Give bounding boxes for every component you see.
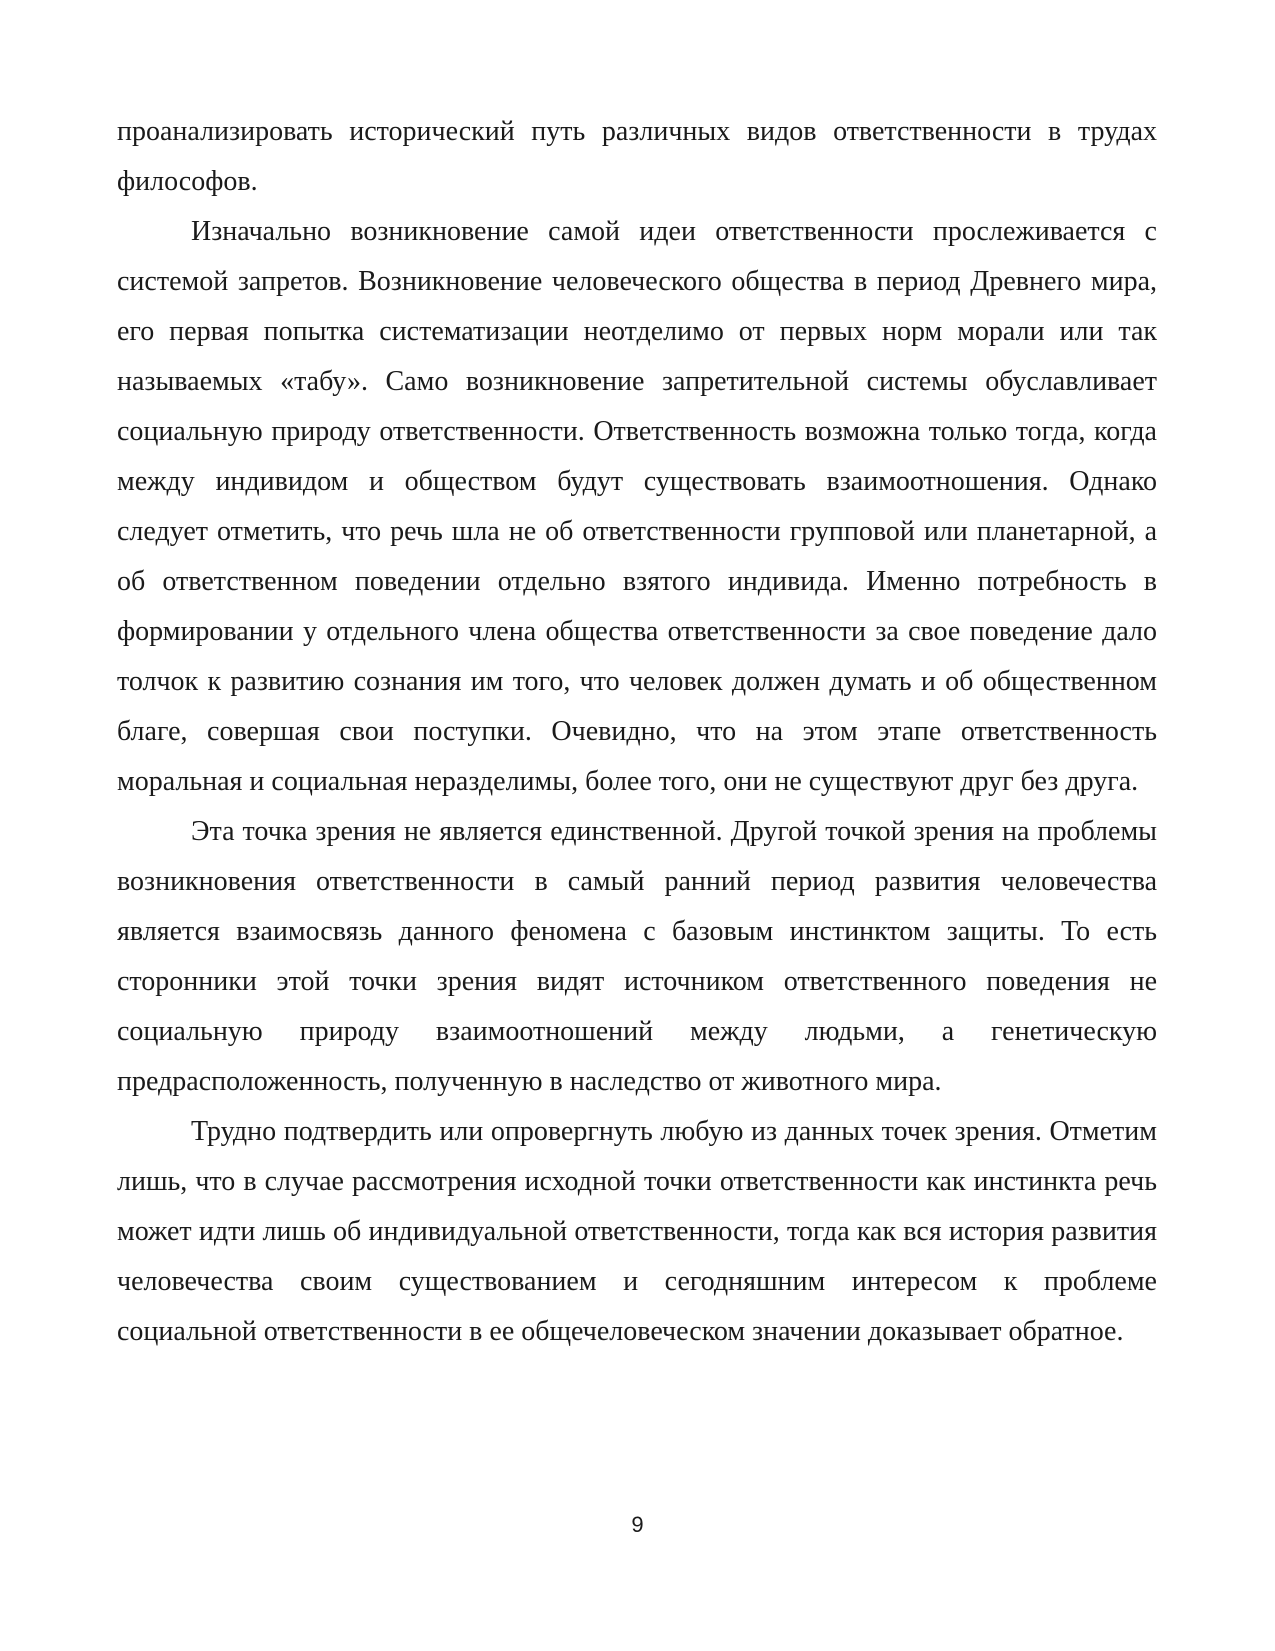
paragraph-origin-of-responsibility: Изначально возникновение самой идеи ответственности прослеживается с системой запретов. Возникновение человеческого общества в период Древнего мира, его первая попытка систематизации неотделимо от первых норм морали или так называемых «табу». Само возникновение запретительной системы обуславливает социальную природу ответственности. Ответственность возможна только тогда, когда между индивидом и обществом будут существовать взаимоотношения. Однако следует отметить, что речь шла не об ответственности групповой или планетарной, а об ответственном поведении отдельно взятого индивида. Именно потребность в формировании у отдельного члена общества ответственности за свое поведение дало толчок к развитию сознания им того, что человек должен думать и об общественном благе, совершая свои поступки. Очевидно, что на этом этапе ответственность моральная и социальная неразделимы, более того, они не существуют друг без друга. [117, 216, 1157, 797]
paragraph-conclusion: Трудно подтвердить или опровергнуть любую из данных точек зрения. Отметим лишь, что в случае рассмотрения исходной точки ответственности как инстинкта речь может идти лишь об индивидуальной ответственности, тогда как вся история развития человечества своим существованием и сегодняшним интересом к проблеме социальной ответственности в ее общечеловеческом значении доказывает обратное. [117, 1116, 1157, 1347]
body-text [117, 107, 1157, 1357]
page-number: 9 [631, 1512, 644, 1537]
paragraph-alternative-viewpoint: Эта точка зрения не является единственной. Другой точкой зрения на проблемы возникновения ответственности в самый ранний период развития человечества является взаимосвязь данного феномена с базовым инстинктом защиты. То есть сторонники этой точки зрения видят источником ответственного поведения не социальную природу взаимоотношений между людьми, а генетическую предрасположенность, полученную в наследство от животного мира. [117, 816, 1157, 1097]
paragraph-continuation: проанализировать исторический путь различных видов ответственности в трудах философов. [117, 116, 1157, 197]
